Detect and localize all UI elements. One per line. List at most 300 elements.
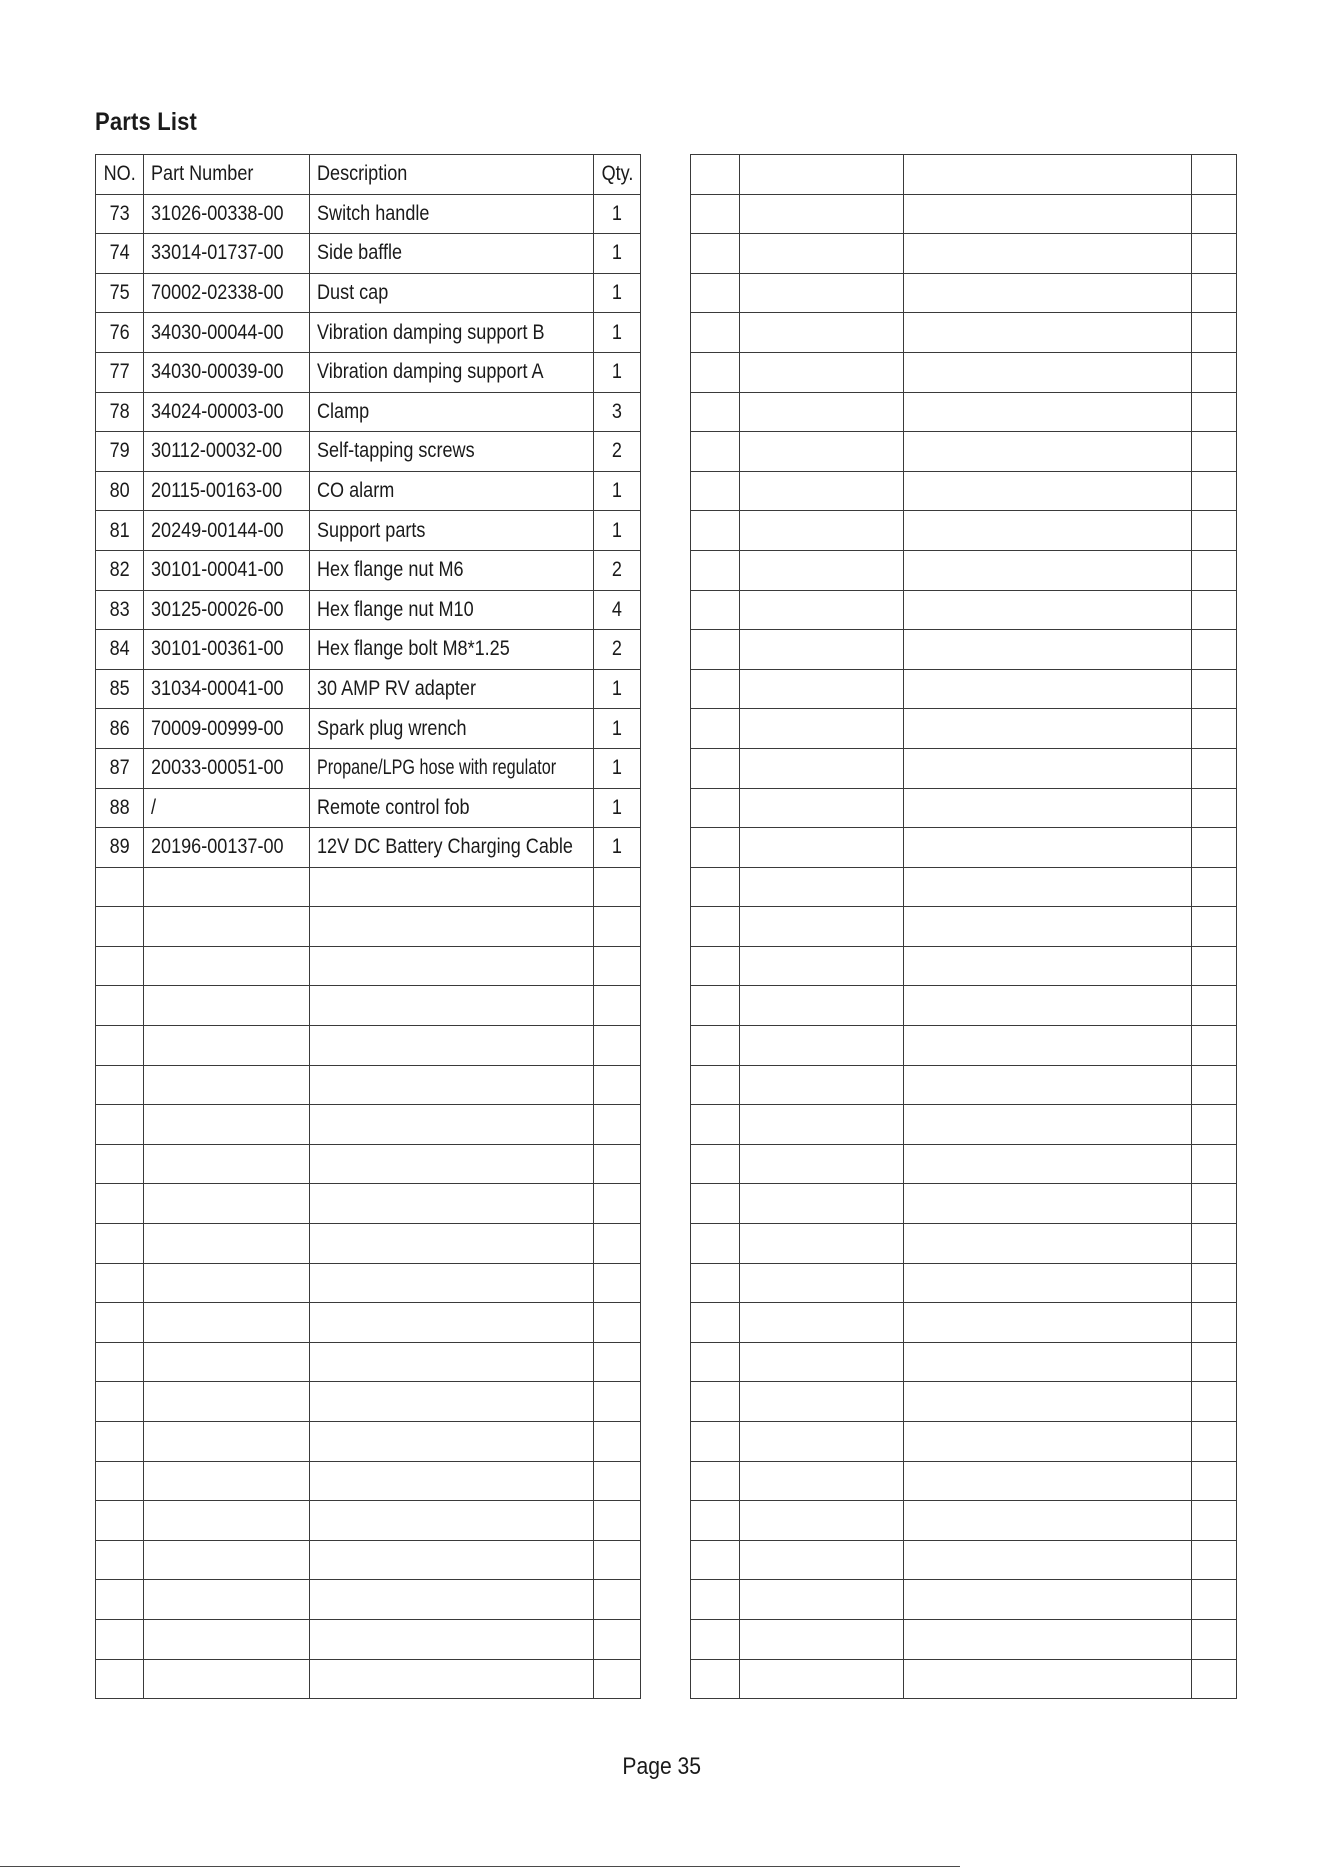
part-no-cell [96, 1461, 144, 1501]
part-no-cell: 74 [96, 234, 144, 274]
qty-cell [594, 1422, 641, 1462]
empty-part-number-cell [740, 1619, 904, 1659]
part-no-cell [96, 907, 144, 947]
table-row [96, 234, 641, 274]
empty-description-cell [904, 1224, 1192, 1264]
part-no-cell [96, 1540, 144, 1580]
qty-cell: 2 [594, 432, 641, 472]
table-row-empty [691, 1382, 1237, 1422]
part-number-cell: 31034-00041-00 [144, 669, 310, 709]
empty-qty-cell [1192, 1619, 1237, 1659]
part-number-cell [144, 1184, 310, 1224]
table-row-empty [691, 1026, 1237, 1066]
empty-part-number-cell [740, 511, 904, 551]
empty-part-number-cell [740, 1303, 904, 1343]
qty-cell [594, 1144, 641, 1184]
empty-description-cell [904, 273, 1192, 313]
table-row-empty [691, 392, 1237, 432]
table-row-empty [691, 1144, 1237, 1184]
table-header-row [96, 155, 641, 195]
part-number-cell: 34024-00003-00 [144, 392, 310, 432]
qty-cell [594, 1619, 641, 1659]
empty-no-cell [691, 1501, 740, 1541]
empty-description-cell [904, 511, 1192, 551]
empty-qty-cell [1192, 1263, 1237, 1303]
empty-qty-cell [1192, 1026, 1237, 1066]
table-row [96, 1580, 641, 1620]
empty-part-number-cell [740, 867, 904, 907]
table-row-empty [691, 1065, 1237, 1105]
empty-part-number-cell [740, 1342, 904, 1382]
part-no-cell [96, 986, 144, 1026]
empty-part-number-cell [740, 828, 904, 868]
empty-no-cell [691, 1422, 740, 1462]
empty-qty-cell [1192, 1580, 1237, 1620]
part-no-cell [96, 1619, 144, 1659]
description-cell [310, 1342, 594, 1382]
table-row [96, 1382, 641, 1422]
empty-qty-cell [1192, 392, 1237, 432]
empty-qty-cell [1192, 1342, 1237, 1382]
table-row [96, 1144, 641, 1184]
header-qty: Qty. [594, 155, 641, 195]
empty-part-number-cell [740, 471, 904, 511]
empty-description-cell [904, 590, 1192, 630]
page-title: Parts List [95, 108, 198, 136]
qty-cell [594, 1501, 641, 1541]
description-cell [310, 867, 594, 907]
part-no-cell: 80 [96, 471, 144, 511]
description-cell: Hex flange nut M10 [310, 590, 594, 630]
table-row [96, 1540, 641, 1580]
table-row-empty [691, 828, 1237, 868]
table-row [96, 1303, 641, 1343]
description-cell: Side baffle [310, 234, 594, 274]
part-no-cell [96, 1580, 144, 1620]
empty-description-cell [904, 392, 1192, 432]
part-no-cell: 85 [96, 669, 144, 709]
description-cell: Support parts [310, 511, 594, 551]
part-no-cell [96, 1303, 144, 1343]
part-number-cell [144, 867, 310, 907]
empty-part-number-cell [740, 590, 904, 630]
qty-cell: 1 [594, 669, 641, 709]
empty-description-cell [904, 1184, 1192, 1224]
part-number-cell [144, 1263, 310, 1303]
empty-qty-cell [1192, 194, 1237, 234]
empty-no-cell [691, 828, 740, 868]
empty-description-cell [904, 1105, 1192, 1145]
table-row-empty [691, 1461, 1237, 1501]
part-no-cell: 73 [96, 194, 144, 234]
part-no-cell [96, 1501, 144, 1541]
empty-description-cell [904, 788, 1192, 828]
parts-table-left [95, 154, 641, 1699]
empty-description-cell [904, 1659, 1192, 1699]
table-row [96, 1224, 641, 1264]
empty-qty-cell [1192, 1422, 1237, 1462]
description-cell [310, 986, 594, 1026]
table-row [96, 1105, 641, 1145]
description-cell [310, 1422, 594, 1462]
table-row [96, 194, 641, 234]
empty-description-cell [904, 194, 1192, 234]
page-footer [0, 1753, 1324, 1781]
bottom-rule [0, 1866, 960, 1867]
description-cell [310, 1105, 594, 1145]
qty-cell: 1 [594, 234, 641, 274]
empty-description-cell [904, 986, 1192, 1026]
table-row-empty [691, 155, 1237, 195]
table-row-empty [691, 313, 1237, 353]
table-row-empty [691, 194, 1237, 234]
qty-cell [594, 1461, 641, 1501]
description-cell: Hex flange bolt M8*1.25 [310, 630, 594, 670]
table-row [96, 590, 641, 630]
empty-no-cell [691, 194, 740, 234]
table-row-empty [691, 590, 1237, 630]
table-row-empty [691, 471, 1237, 511]
description-cell: 12V DC Battery Charging Cable [310, 828, 594, 868]
empty-qty-cell [1192, 1105, 1237, 1145]
empty-description-cell [904, 946, 1192, 986]
empty-part-number-cell [740, 313, 904, 353]
parts-table-right [690, 154, 1237, 1699]
empty-part-number-cell [740, 709, 904, 749]
qty-cell: 4 [594, 590, 641, 630]
empty-description-cell [904, 1065, 1192, 1105]
empty-no-cell [691, 1540, 740, 1580]
qty-cell [594, 1540, 641, 1580]
part-number-cell: 70002-02338-00 [144, 273, 310, 313]
table-row-empty [691, 669, 1237, 709]
empty-part-number-cell [740, 1026, 904, 1066]
part-number-cell [144, 1580, 310, 1620]
empty-part-number-cell [740, 432, 904, 472]
part-number-cell [144, 1382, 310, 1422]
empty-no-cell [691, 234, 740, 274]
empty-description-cell [904, 1263, 1192, 1303]
empty-no-cell [691, 788, 740, 828]
part-number-cell [144, 1342, 310, 1382]
empty-qty-cell [1192, 590, 1237, 630]
part-no-cell: 83 [96, 590, 144, 630]
qty-cell [594, 946, 641, 986]
table-row-empty [691, 432, 1237, 472]
part-no-cell [96, 1105, 144, 1145]
empty-no-cell [691, 550, 740, 590]
qty-cell [594, 1659, 641, 1699]
part-no-cell [96, 1342, 144, 1382]
qty-cell: 1 [594, 828, 641, 868]
table-row [96, 828, 641, 868]
empty-part-number-cell [740, 1540, 904, 1580]
description-cell [310, 1540, 594, 1580]
table-row [96, 1065, 641, 1105]
empty-part-number-cell [740, 1422, 904, 1462]
description-cell [310, 1026, 594, 1066]
part-no-cell [96, 1422, 144, 1462]
empty-qty-cell [1192, 630, 1237, 670]
empty-no-cell [691, 1580, 740, 1620]
empty-no-cell [691, 273, 740, 313]
empty-qty-cell [1192, 352, 1237, 392]
empty-no-cell [691, 986, 740, 1026]
description-cell: Clamp [310, 392, 594, 432]
table-row [96, 273, 641, 313]
part-number-cell: 30101-00041-00 [144, 550, 310, 590]
part-number-cell: / [144, 788, 310, 828]
empty-description-cell [904, 669, 1192, 709]
empty-qty-cell [1192, 1224, 1237, 1264]
description-cell [310, 1303, 594, 1343]
description-cell: Dust cap [310, 273, 594, 313]
empty-part-number-cell [740, 1224, 904, 1264]
empty-qty-cell [1192, 471, 1237, 511]
empty-description-cell [904, 1580, 1192, 1620]
table-row [96, 946, 641, 986]
empty-description-cell [904, 550, 1192, 590]
table-row-empty [691, 1619, 1237, 1659]
empty-no-cell [691, 1065, 740, 1105]
part-number-cell: 20033-00051-00 [144, 748, 310, 788]
part-number-cell: 20115-00163-00 [144, 471, 310, 511]
description-cell: Switch handle [310, 194, 594, 234]
part-number-cell [144, 1619, 310, 1659]
part-number-cell [144, 1065, 310, 1105]
empty-qty-cell [1192, 273, 1237, 313]
description-cell [310, 1065, 594, 1105]
description-cell [310, 1144, 594, 1184]
table-row [96, 432, 641, 472]
empty-part-number-cell [740, 234, 904, 274]
empty-description-cell [904, 471, 1192, 511]
empty-description-cell [904, 1382, 1192, 1422]
table-row [96, 511, 641, 551]
qty-cell: 1 [594, 352, 641, 392]
part-no-cell: 79 [96, 432, 144, 472]
table-row [96, 1342, 641, 1382]
table-row-empty [691, 788, 1237, 828]
part-no-cell [96, 867, 144, 907]
part-no-cell [96, 946, 144, 986]
table-row-empty [691, 234, 1237, 274]
empty-no-cell [691, 471, 740, 511]
description-cell: Vibration damping support A [310, 352, 594, 392]
empty-no-cell [691, 709, 740, 749]
empty-part-number-cell [740, 1501, 904, 1541]
description-cell [310, 1501, 594, 1541]
table-row-empty [691, 550, 1237, 590]
qty-cell: 1 [594, 273, 641, 313]
empty-description-cell [904, 313, 1192, 353]
empty-part-number-cell [740, 669, 904, 709]
empty-qty-cell [1192, 155, 1237, 195]
table-row-empty [691, 709, 1237, 749]
description-cell [310, 1619, 594, 1659]
empty-description-cell [904, 1461, 1192, 1501]
description-cell [310, 1382, 594, 1422]
empty-no-cell [691, 1619, 740, 1659]
empty-part-number-cell [740, 907, 904, 947]
table-row-empty [691, 748, 1237, 788]
empty-no-cell [691, 1303, 740, 1343]
empty-description-cell [904, 1619, 1192, 1659]
qty-cell [594, 1026, 641, 1066]
empty-no-cell [691, 1224, 740, 1264]
qty-cell: 2 [594, 630, 641, 670]
table-row-empty [691, 1540, 1237, 1580]
table-row [96, 630, 641, 670]
table-row-empty [691, 1580, 1237, 1620]
table-row-empty [691, 907, 1237, 947]
table-row [96, 986, 641, 1026]
empty-no-cell [691, 590, 740, 630]
part-number-cell [144, 1659, 310, 1699]
empty-no-cell [691, 669, 740, 709]
qty-cell: 1 [594, 788, 641, 828]
table-row-empty [691, 1263, 1237, 1303]
empty-qty-cell [1192, 1540, 1237, 1580]
table-row [96, 788, 641, 828]
empty-part-number-cell [740, 986, 904, 1026]
part-no-cell: 76 [96, 313, 144, 353]
table-row-empty [691, 511, 1237, 551]
part-no-cell [96, 1659, 144, 1699]
empty-no-cell [691, 946, 740, 986]
qty-cell: 1 [594, 471, 641, 511]
table-row [96, 313, 641, 353]
description-cell [310, 1263, 594, 1303]
part-no-cell: 82 [96, 550, 144, 590]
empty-description-cell [904, 709, 1192, 749]
empty-part-number-cell [740, 352, 904, 392]
table-row [96, 1461, 641, 1501]
empty-part-number-cell [740, 273, 904, 313]
empty-description-cell [904, 1501, 1192, 1541]
description-cell [310, 1461, 594, 1501]
empty-qty-cell [1192, 313, 1237, 353]
empty-qty-cell [1192, 550, 1237, 590]
empty-description-cell [904, 630, 1192, 670]
qty-cell [594, 1263, 641, 1303]
table-row-empty [691, 1501, 1237, 1541]
empty-qty-cell [1192, 1065, 1237, 1105]
empty-no-cell [691, 630, 740, 670]
table-row [96, 471, 641, 511]
empty-part-number-cell [740, 1263, 904, 1303]
part-no-cell [96, 1065, 144, 1105]
empty-no-cell [691, 155, 740, 195]
empty-no-cell [691, 867, 740, 907]
empty-no-cell [691, 1144, 740, 1184]
description-cell: Remote control fob [310, 788, 594, 828]
part-number-cell [144, 1501, 310, 1541]
empty-no-cell [691, 748, 740, 788]
empty-part-number-cell [740, 946, 904, 986]
part-number-cell [144, 946, 310, 986]
description-cell: Propane/LPG hose with regulator [310, 748, 594, 788]
qty-cell: 3 [594, 392, 641, 432]
table-row-empty [691, 1224, 1237, 1264]
empty-part-number-cell [740, 1580, 904, 1620]
part-number-cell [144, 986, 310, 1026]
table-row-empty [691, 352, 1237, 392]
table-row [96, 669, 641, 709]
qty-cell [594, 1303, 641, 1343]
empty-qty-cell [1192, 1382, 1237, 1422]
part-number-cell: 30101-00361-00 [144, 630, 310, 670]
part-number-cell [144, 1105, 310, 1145]
part-number-cell [144, 1461, 310, 1501]
table-row-empty [691, 986, 1237, 1026]
table-row [96, 1184, 641, 1224]
table-row-empty [691, 1105, 1237, 1145]
empty-description-cell [904, 1026, 1192, 1066]
empty-description-cell [904, 907, 1192, 947]
part-number-cell [144, 1224, 310, 1264]
description-cell: CO alarm [310, 471, 594, 511]
qty-cell [594, 1342, 641, 1382]
description-cell [310, 1224, 594, 1264]
empty-no-cell [691, 432, 740, 472]
qty-cell: 1 [594, 709, 641, 749]
table-row-empty [691, 867, 1237, 907]
empty-description-cell [904, 1422, 1192, 1462]
empty-no-cell [691, 907, 740, 947]
table-row [96, 907, 641, 947]
empty-part-number-cell [740, 788, 904, 828]
table-row [96, 550, 641, 590]
qty-cell: 1 [594, 511, 641, 551]
part-number-cell [144, 907, 310, 947]
qty-cell [594, 1105, 641, 1145]
empty-qty-cell [1192, 511, 1237, 551]
table-row-empty [691, 630, 1237, 670]
table-row-empty [691, 1659, 1237, 1699]
qty-cell [594, 867, 641, 907]
empty-no-cell [691, 1659, 740, 1699]
table-row [96, 867, 641, 907]
part-no-cell [96, 1263, 144, 1303]
empty-qty-cell [1192, 1501, 1237, 1541]
table-row [96, 352, 641, 392]
empty-description-cell [904, 1144, 1192, 1184]
empty-qty-cell [1192, 867, 1237, 907]
empty-qty-cell [1192, 709, 1237, 749]
header-description: Description [310, 155, 594, 195]
bottom-rule-dashed [880, 1866, 960, 1867]
description-cell [310, 946, 594, 986]
table-row [96, 392, 641, 432]
empty-part-number-cell [740, 1461, 904, 1501]
empty-description-cell [904, 1342, 1192, 1382]
part-number-cell [144, 1540, 310, 1580]
empty-description-cell [904, 1303, 1192, 1343]
page-number: Page 35 [622, 1753, 702, 1780]
table-row [96, 1422, 641, 1462]
part-no-cell: 89 [96, 828, 144, 868]
part-no-cell [96, 1184, 144, 1224]
table-row [96, 1501, 641, 1541]
table-row-empty [691, 1184, 1237, 1224]
description-cell [310, 907, 594, 947]
table-row [96, 1026, 641, 1066]
empty-part-number-cell [740, 155, 904, 195]
part-number-cell: 30112-00032-00 [144, 432, 310, 472]
table-row-empty [691, 1422, 1237, 1462]
table-row [96, 748, 641, 788]
